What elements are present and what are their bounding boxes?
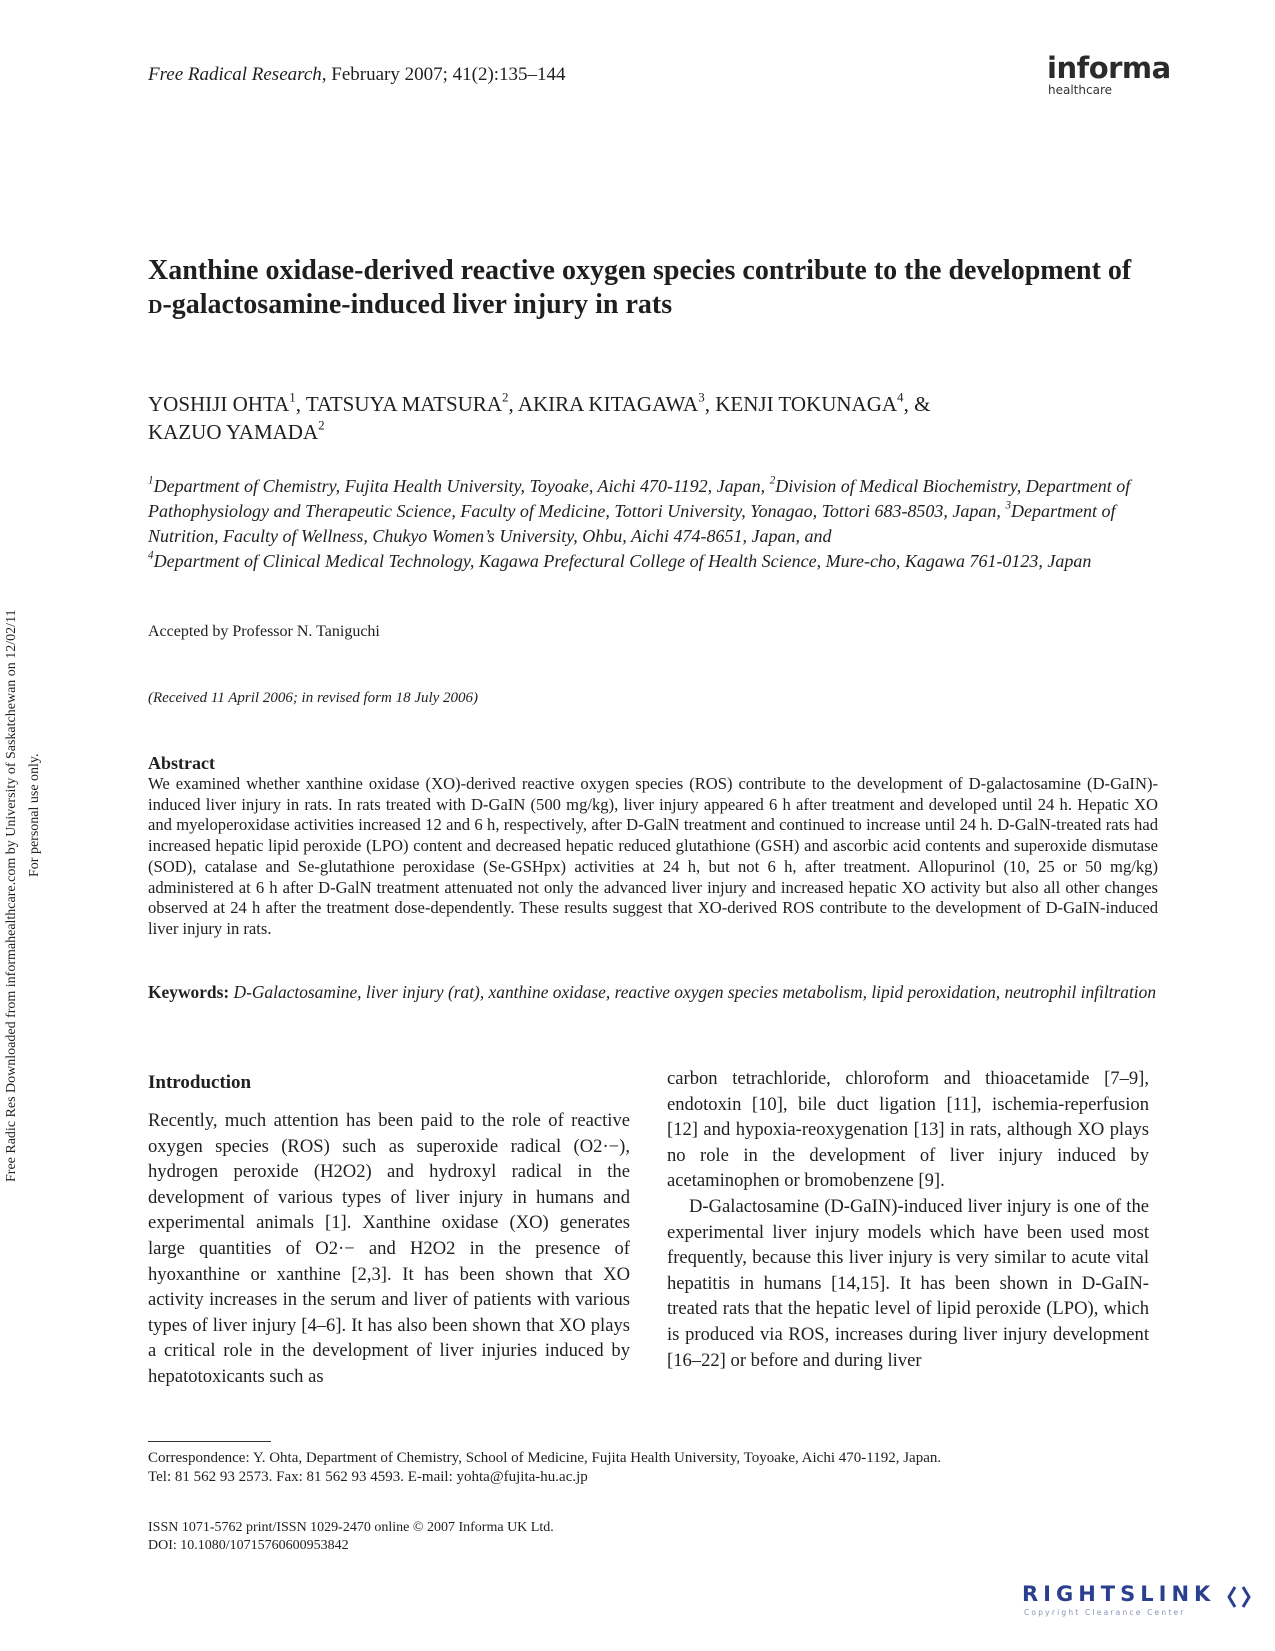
paragraph: carbon tetrachloride, chloroform and thioacetamide [7–9], endotoxin [10], bile duct ligation [11], ischemia-reperfusion [12] and hypoxia-reoxygenation [13] in rats, although XO plays no role in the development of liver injury induced by acetaminophen or bromobenzene [9]. [667,1068,1149,1192]
affiliation-4: Department of Clinical Medical Technology, Kagawa Prefectural College of Health Science, Mure-cho, Kagawa 761-0123, Japan [153,551,1092,571]
introduction-heading: Introduction [148,1072,252,1093]
download-watermark [0,482,42,1182]
author: KENJI TOKUNAGA$^4$, & [715,389,931,416]
affiliation-1: Department of Chemistry, Fujita Health University, Toyoake, Aichi 470-1192, Japan, [153,476,770,496]
title-small-caps-d: d [148,289,163,320]
body-column-right [667,1066,1149,1373]
author: AKIRA KITAGAWA$^3$, [517,389,716,416]
paragraph: D-Galactosamine (D-GaIN)-induced liver injury is one of the experimental liver injury models which have been used most frequently, because this liver injury is very similar to acute vital hepatitis in humans [14,15]. It has been shown in D-GaIN-treated rats that the hepatic level of lipid peroxide (LPO), which is produced via ROS, increases during liver injury development [16–22] or before and during liver [667,1195,1149,1371]
abstract-heading: Abstract [148,753,215,773]
correspondence-contact: Tel: 81 562 93 2573. Fax: 81 562 93 4593. E-mail: yohta@fujita-hu.ac.jp [148,1469,588,1485]
affiliations: $^1$Department of Chemistry, Fujita Health University, Toyoake, Aichi 470-1192, Japan, $^2$Division of Medical Biochemistry, Department of Pathophysiology and Therapeutic Science, Faculty of Medicine, Tottori University, Yonagao, Tottori 683-8503, Japan, $^3$Department of Nutrition, Faculty of Wellness, Chukyo Women’s University, Ohbu, Aichi 474-8651, Japan, and $^4$Department of Clinical Medical Technology, Kagawa Prefectural College of Health Science, Mure-cho, Kagawa 761-0123, Japan [148,474,1131,571]
title-text-1: Xanthine oxidase-derived reactive oxygen species contribute to the development of [148,255,1132,286]
abstract-body: We examined whether xanthine oxidase (XO)-derived reactive oxygen species (ROS) contribute to the development of D-galactosamine (D-GaIN)-induced liver injury in rats. In rats treated with D-GaIN (500 mg/kg), liver injury appeared 6 h after treatment and developed until 24 h. Hepatic XO and myeloperoxidase activities increased 12 and 6 h, respectively, after D-GalN treatment and continued to increase until 24 h. D-GalN-treated rats had increased hepatic lipid peroxide (LPO) content and decreased hepatic reduced glutathione (GSH) and ascorbic acid contents and superoxide dismutase (SOD), catalase and Se-glutathione peroxidase (Se-GSHpx) activities at 24 h, but not 6 h, after treatment. Allopurinol (10, 25 or 50 mg/kg) administered at 6 h after D-GalN treatment attenuated not only the advanced liver injury and increased hepatic XO activity but also all other changes observed at 24 h after the treatment dose-dependently. These results suggest that XO-derived ROS contribute to the development of D-GaIN-induced liver injury in rats. [148,774,1158,938]
accepted-by: Accepted by Professor N. Taniguchi [148,623,380,640]
correspondence-address: Correspondence: Y. Ohta, Department of Chemistry, School of Medicine, Fujita Health University, Toyoake, Aichi 470-1192, Japan. [148,1450,942,1466]
correspondence [148,1449,1158,1487]
informa-logo [1047,51,1171,97]
publication-info [148,1519,554,1555]
author: YOSHIJI OHTA$^1$, [148,389,306,416]
logo-sub: healthcare [1048,83,1112,97]
keywords [148,981,1158,1004]
body-column-left [148,1108,630,1390]
keywords-label: Keywords: [148,982,230,1002]
watermark-line-2: For personal use only. [27,753,42,877]
affiliation-3: Department of Nutrition, Faculty of Wellness, Chukyo Women’s University, Ohbu, Aichi 474-8651, Japan, and [148,501,1116,546]
rightslink-subtitle: Copyright Clearance Center [1024,1608,1186,1617]
received-dates: (Received 11 April 2006; in revised form 18 July 2006) [148,690,479,706]
journal-citation [148,64,566,86]
logo-main: informa [1047,51,1171,85]
doi: DOI: 10.1080/10715760600953842 [148,1538,349,1553]
title-text-2: -galactosamine-induced liver injury in rats [162,289,673,320]
article-title [148,254,1148,322]
watermark-line-1: Free Radic Res Downloaded from informahealthcare.com by University of Saskatchewan on 12/02/11 [4,609,19,1182]
affiliation-2: Division of Medical Biochemistry, Department of Pathophysiology and Therapeutic Science, Faculty of Medicine, Tottori University, Yonagao, Tottori 683-8503, Japan, [148,476,1131,521]
paragraph: Recently, much attention has been paid to the role of reactive oxygen species (ROS) such as superoxide radical (O2·−), hydrogen peroxide (H2O2) and hydroxyl radical in the development of various types of liver injury in humans and experimental animals [1]. Xanthine oxidase (XO) generates large quantities of O2·− and H2O2 in the presence of hyoxanthine or xanthine [2,3]. It has been shown that XO activity increases in the serum and liver of patients with various types of liver injury [4–6]. It has also been shown that XO plays a critical role in the development of liver injuries induced by hepatotoxicants such as [148,1110,630,1387]
author-list [148,390,1158,446]
journal-name: Free Radical Research [148,64,322,85]
issn: ISSN 1071-5762 print/ISSN 1029-2470 online © 2007 Informa UK Ltd. [148,1520,554,1535]
journal-volume: , February 2007; 41(2):135–144 [321,64,566,85]
rightslink-logo[interactable] [1022,1582,1254,1626]
chevron-link-icon [1226,1584,1252,1610]
footnote-rule [148,1441,271,1442]
rightslink-word: RIGHTSLINK [1022,1582,1216,1606]
author: TATSUYA MATSURA$^2$, [305,389,518,416]
keywords-list: D-Galactosamine, liver injury (rat), xanthine oxidase, reactive oxygen species metabolism, lipid peroxidation, neutrophil infiltration [233,982,1157,1002]
author: KAZUO YAMADA$^2$ [148,417,325,444]
